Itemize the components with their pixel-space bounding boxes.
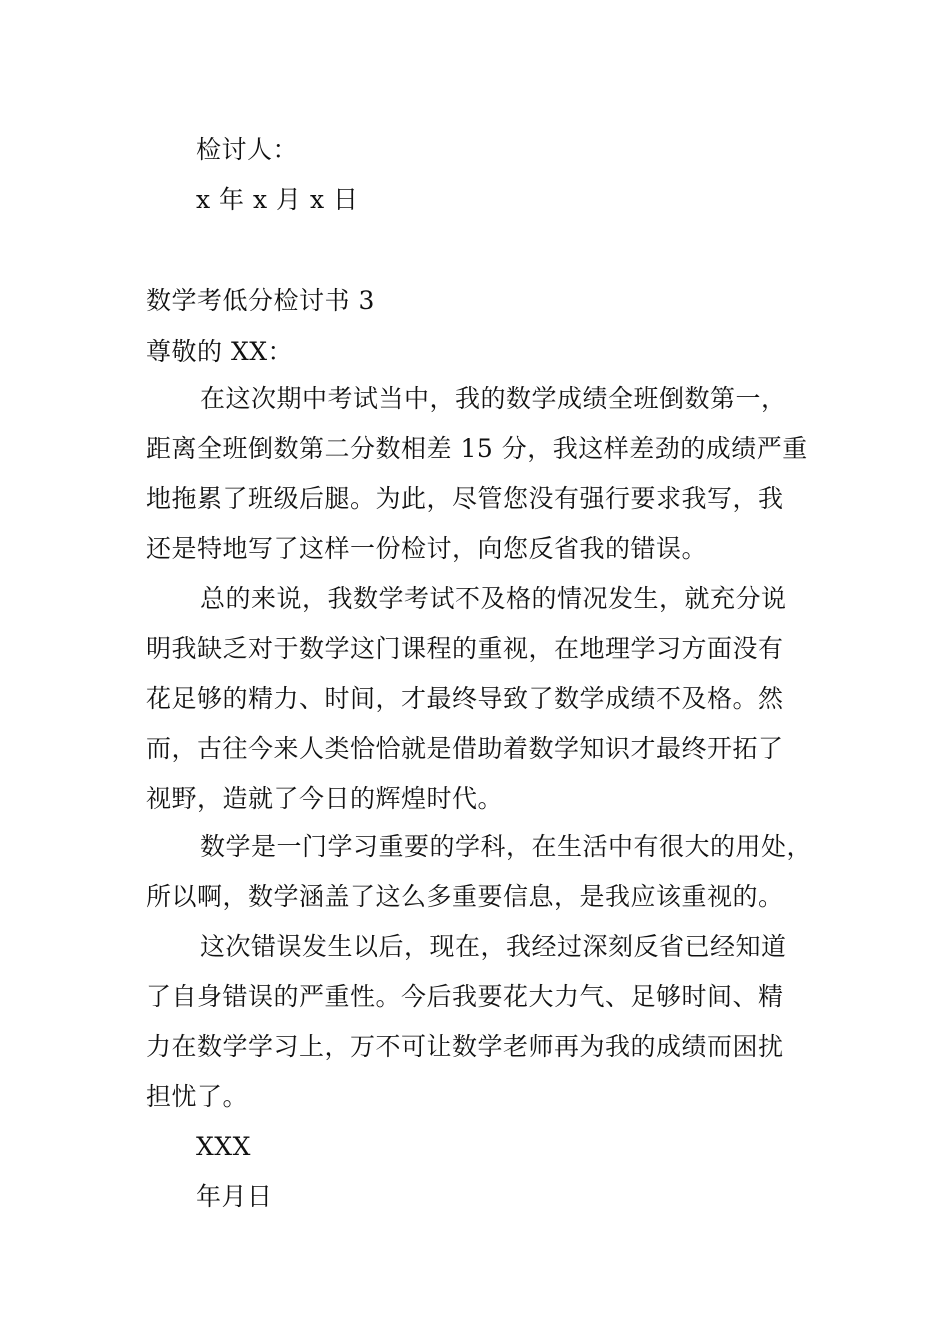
paragraph-2-line-3: 花足够的精力、时间，才最终导致了数学成绩不及格。然 <box>146 684 784 713</box>
paragraph-2-line-1: 总的来说，我数学考试不及格的情况发生，就充分说 <box>200 584 787 613</box>
paragraph-2-line-4: 而，古往今来人类恰恰就是借助着数学知识才最终开拓了 <box>146 734 784 763</box>
paragraph-4-line-2: 了自身错误的严重性。今后我要花大力气、足够时间、精 <box>146 982 784 1011</box>
paragraph-2-line-2: 明我缺乏对于数学这门课程的重视，在地理学习方面没有 <box>146 634 784 663</box>
paragraph-4-line-4: 担忧了。 <box>146 1082 249 1111</box>
paragraph-4-line-1: 这次错误发生以后，现在，我经过深刻反省已经知道 <box>200 932 787 961</box>
paragraph-4-line-3: 力在数学学习上，万不可让数学老师再为我的成绩而困扰 <box>146 1032 784 1061</box>
paragraph-1-line-3: 地拖累了班级后腿。为此，尽管您没有强行要求我写，我 <box>146 484 784 513</box>
paragraph-3-line-2: 所以啊，数学涵盖了这么多重要信息，是我应该重视的。 <box>146 882 784 911</box>
paragraph-1-line-1: 在这次期中考试当中，我的数学成绩全班倒数第一， <box>200 384 787 413</box>
paragraph-3-line-1: 数学是一门学习重要的学科，在生活中有很大的用处， <box>200 832 813 861</box>
paragraph-2-line-5: 视野，造就了今日的辉煌时代。 <box>146 784 504 813</box>
reviewer-label: 检讨人： <box>196 135 299 164</box>
section-title: 数学考低分检讨书 3 <box>146 286 375 315</box>
paragraph-1-line-4: 还是特地写了这样一份检讨，向您反省我的错误。 <box>146 534 708 563</box>
closing-date: 年月日 <box>196 1182 273 1211</box>
salutation: 尊敬的 XX： <box>146 337 294 366</box>
closing-name: XXX <box>196 1132 251 1161</box>
signature-date: x 年 x 月 x 日 <box>196 185 359 214</box>
paragraph-1-line-2: 距离全班倒数第二分数相差 15 分，我这样差劲的成绩严重 <box>146 434 808 463</box>
